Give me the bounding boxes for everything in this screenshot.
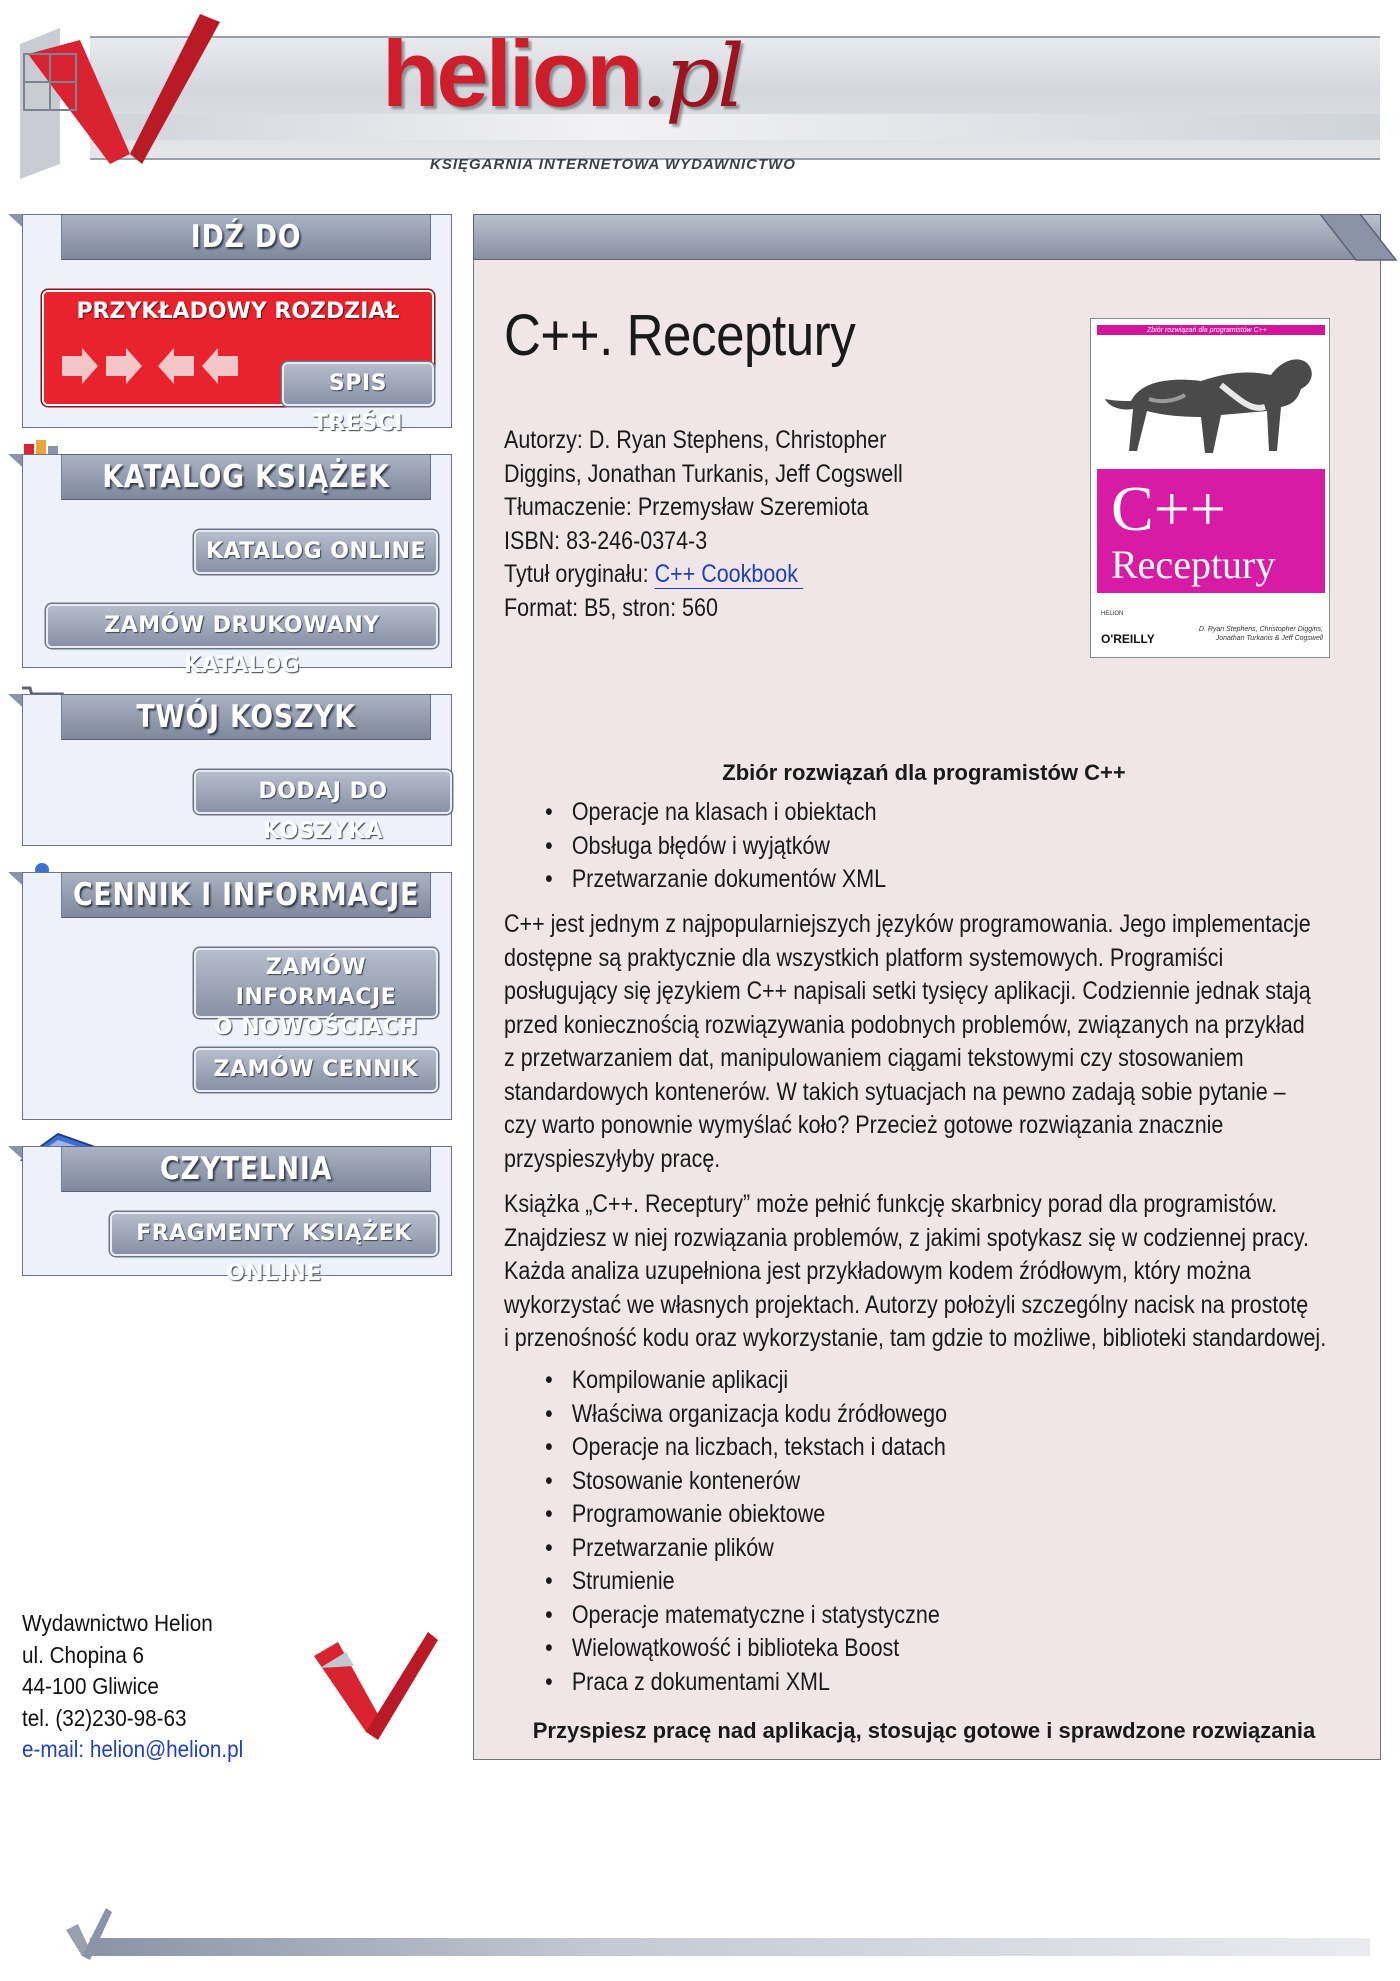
cover-top-text: Zbiór rozwiązań dla programistów C++ (1147, 327, 1267, 334)
paragraph-line: wykorzystać we własnych projektach. Autorzy położyli szczególny nacisk na prostotę (504, 1290, 1309, 1319)
paragraph-line: Każda analiza uzupełniona jest przykładowym kodem źródłowym, który można (504, 1257, 1251, 1285)
add-to-cart-button[interactable]: DODAJ DO KOSZYKA (194, 770, 452, 814)
description-paragraph-2 (504, 1188, 1355, 1356)
publisher-address (22, 1608, 243, 1766)
feature-list-item: • Programowanie obiektowe (540, 1498, 947, 1532)
paragraph-line: C++ jest jednym z najpopularniejszych języków programowania. Jego implementacje (504, 910, 1311, 938)
paragraph-line: standardowych kontenerów. W takich sytuacjach na pewno zadają sobie pytanie – (504, 1077, 1286, 1106)
paragraph-line: Książka „C++. Receptury” może pełnić funkcję skarbnicy porad dla programistów. (504, 1190, 1278, 1218)
footer-ornament (60, 1860, 1382, 1970)
toc-button[interactable]: SPIS TREŚCI (282, 362, 434, 406)
feature-list-item: • Kompilowanie aplikacji (540, 1364, 947, 1398)
paragraph-line: czy warto ponownie wymyślać koło? Przecież gotowe rozwiązania znacznie (504, 1111, 1224, 1139)
site-tagline: KSIĘGARNIA INTERNETOWA WYDAWNICTWO (430, 156, 796, 173)
feature-list-item: • Przetwarzanie dokumentów XML (540, 863, 886, 897)
footer-bar (90, 1938, 1370, 1956)
cover-authors: D. Ryan Stephens, Christopher Diggins, Jonathan Turkanis & Jeff Cogswell (1198, 626, 1323, 642)
paragraph-line: i przenośność kodu oraz wykorzystanie, tam gdzie to możliwe, biblioteki standardowej. (504, 1324, 1327, 1352)
paragraph-line: posługujący się językiem C++ napisali setki tysięcy aplikacji. Codziennie jednak stają (504, 977, 1311, 1005)
order-pricelist-button[interactable]: ZAMÓW CENNIK (194, 1048, 438, 1092)
book-authors-2: Diggins, Jonathan Turkanis, Jeff Cogswell (504, 459, 903, 488)
catalog-online-button[interactable]: KATALOG ONLINE (194, 530, 438, 574)
book-title: C++. Receptury (504, 303, 856, 368)
cover-title-receptury: Receptury (1111, 542, 1276, 587)
feature-list-item: • Operacje na klasach i obiektach (540, 796, 886, 830)
address-name: Wydawnictwo Helion (22, 1610, 213, 1636)
book-card-header-bar (473, 214, 1381, 260)
navigation-arrows-icon (60, 348, 240, 388)
book-translator: Tłumaczenie: Przemysław Szeremiota (504, 493, 869, 521)
original-title-link[interactable]: C++ Cookbook (655, 560, 804, 589)
cover-publisher-helion: HELION (1101, 611, 1124, 617)
katalog-title: KATALOG KSIĄŻEK (61, 454, 431, 500)
book-fragments-button[interactable]: FRAGMENTY KSIĄŻEK ONLINE (110, 1212, 438, 1256)
dog-illustration-icon (1101, 341, 1321, 467)
cover-top-strip (1097, 325, 1325, 335)
cover-title-cpp: C++ (1111, 473, 1226, 544)
paragraph-line: z przetwarzaniem dat, manipulowaniem ciągami tekstowymi czy stosowaniem (504, 1044, 1244, 1072)
original-title-label: Tytuł oryginału: (504, 560, 655, 588)
czytelnia-title: CZYTELNIA (61, 1146, 431, 1192)
description-paragraph-1 (504, 908, 1355, 1176)
address-email-link[interactable]: e-mail: helion@helion.pl (22, 1736, 244, 1762)
helion-checkmark-logo-icon (20, 14, 280, 184)
address-street: ul. Chopina 6 (22, 1641, 144, 1668)
header-corner-arrow-icon (1320, 214, 1400, 262)
book-authors-1: Autorzy: D. Ryan Stephens, Christopher (504, 426, 887, 454)
order-printed-catalog-button[interactable]: ZAMÓW DRUKOWANY KATALOG (46, 604, 438, 648)
paragraph-line: przed koniecznością rozwiązywania podobnych problemów, związanych na przykład (504, 1010, 1305, 1039)
feature-list-item: • Praca z dokumentami XML (540, 1666, 947, 1700)
address-city: 44-100 Gliwice (22, 1673, 159, 1699)
order-news-info-button[interactable] (194, 948, 438, 1040)
feature-list-1 (540, 796, 886, 897)
paragraph-line: przyspieszyłyby pracę. (504, 1144, 721, 1173)
feature-list-item: • Obsługa błędów i wyjątków (540, 830, 886, 864)
feature-list-item: • Operacje na liczbach, tekstach i datach (540, 1431, 947, 1465)
book-subtitle: Zbiór rozwiązań dla programistów C++ (722, 760, 1126, 785)
order-news-info-label-1: ZAMÓW INFORMACJE (235, 955, 397, 1010)
paragraph-line: dostępne są praktycznie dla wszystkich platform systemowych. Programiści (504, 943, 1224, 972)
feature-list-2 (540, 1364, 947, 1699)
footer-checkmark-icon (60, 1900, 120, 1970)
book-isbn: ISBN: 83-246-0374-3 (504, 526, 708, 555)
koszyk-title: TWÓJ KOSZYK (61, 694, 431, 740)
idz-do-title: IDŹ DO (61, 214, 431, 260)
paragraph-line: Znajdziesz w niej rozwiązania problemów, z jakimi spotykasz się w codziennej pracy. (504, 1223, 1310, 1252)
book-format: Format: B5, stron: 560 (504, 593, 718, 622)
feature-list-item: • Stosowanie kontenerów (540, 1465, 947, 1499)
address-phone: tel. (32)230-98-63 (22, 1704, 187, 1731)
book-tagline: Przyspiesz pracę nad aplikacją, stosując gotowe i sprawdzone rozwiązania (532, 1718, 1316, 1743)
sample-chapter-label: PRZYKŁADOWY ROZDZIAŁ (76, 299, 400, 324)
book-metadata (504, 424, 951, 625)
header-banner (20, 14, 1382, 184)
cover-publisher-oreilly: O'REILLY (1101, 632, 1155, 646)
feature-list-item: • Przetwarzanie plików (540, 1532, 947, 1566)
order-news-info-label-2: O NOWOŚCIACH (213, 1015, 419, 1040)
book-cover-image[interactable] (1090, 318, 1330, 658)
cennik-title: CENNIK I INFORMACJE (61, 872, 431, 918)
feature-list-item: • Wielowątkowość i biblioteka Boost (540, 1632, 947, 1666)
feature-list-item: • Właściwa organizacja kodu źródłowego (540, 1398, 947, 1432)
feature-list-item: • Strumienie (540, 1565, 947, 1599)
book-original-title (504, 558, 951, 592)
feature-list-item: • Operacje matematyczne i statystyczne (540, 1599, 947, 1633)
site-logo[interactable]: helion.pl (382, 21, 742, 127)
helion-checkmark-icon (310, 1628, 440, 1748)
